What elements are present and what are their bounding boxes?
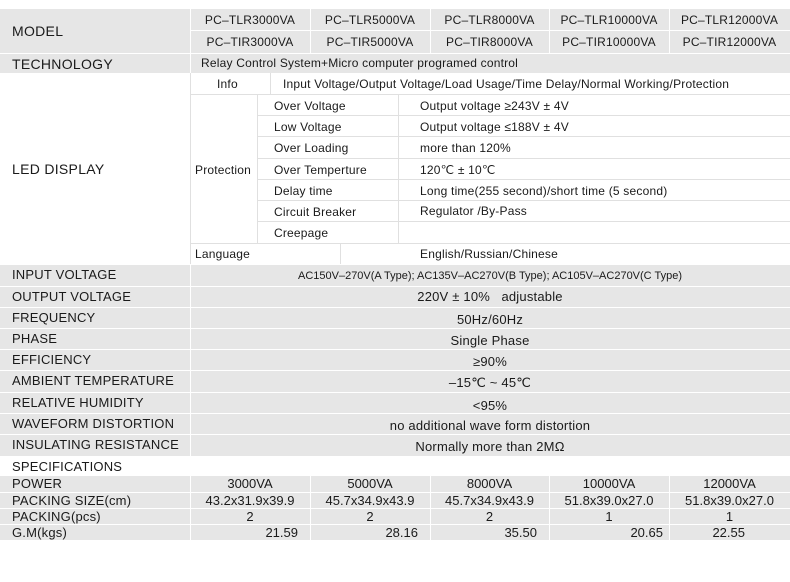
protection-value: Regulator /By-Pass	[420, 204, 527, 218]
protection-value: 120℃ ± 10℃	[420, 163, 496, 177]
protection-value: Long time(255 second)/short time (5 second)	[420, 184, 668, 198]
info-value: Input Voltage/Output Voltage/Load Usage/Time Delay/Normal Working/Protection	[283, 77, 730, 91]
model-name: PC–TLR10000VA	[560, 13, 658, 27]
table-row	[0, 493, 790, 508]
table-cell: 45.7x34.9x43.9	[445, 493, 534, 508]
spec-row	[0, 371, 790, 392]
table-row	[0, 509, 790, 524]
spec-value: 50Hz/60Hz	[456, 312, 524, 327]
spec-label: WAVEFORM DISTORTION	[12, 416, 175, 431]
table-label: G.M(kgs)	[12, 525, 68, 540]
spec-value: no additional wave form distortion	[389, 418, 591, 433]
spec-row	[0, 435, 790, 456]
led-display-block	[0, 73, 790, 264]
info-label: Info	[217, 77, 238, 91]
model-name: PC–TIR5000VA	[326, 35, 414, 49]
spec-row	[0, 414, 790, 434]
spec-label: INPUT VOLTAGE	[12, 267, 117, 282]
table-cell: 12000VA	[703, 476, 756, 491]
table-cell: 20.65	[630, 525, 663, 540]
spec-row	[0, 350, 790, 370]
language-label: Language	[195, 247, 250, 261]
table-cell: 1	[725, 509, 734, 524]
led-display-label: LED DISPLAY	[12, 161, 105, 177]
model-name: PC–TLR8000VA	[444, 13, 535, 27]
model-name: PC–TIR3000VA	[206, 35, 294, 49]
model-name: PC–TLR3000VA	[204, 13, 296, 27]
spec-value: Normally more than 2MΩ	[415, 439, 565, 454]
model-name: PC–TLR5000VA	[324, 13, 416, 27]
model-name: PC–TLR12000VA	[680, 13, 779, 27]
spec-value: ≥90%	[473, 354, 507, 369]
protection-item: Over Temperture	[274, 163, 367, 177]
spec-label: PHASE	[12, 331, 58, 346]
protection-value: Output voltage ≥243V ± 4V	[420, 99, 569, 113]
protection-item: Delay time	[274, 184, 333, 198]
protection-value: Output voltage ≤188V ± 4V	[420, 120, 569, 134]
spec-label: OUTPUT VOLTAGE	[12, 289, 132, 304]
table-cell: 43.2x31.9x39.9	[205, 493, 295, 508]
table-cell: 2	[485, 509, 494, 524]
table-label: POWER	[12, 476, 63, 491]
table-cell: 8000VA	[466, 476, 513, 491]
spec-label: INSULATING RESISTANCE	[12, 437, 179, 452]
spec-row	[0, 308, 790, 328]
protection-item: Over Loading	[274, 141, 349, 155]
protection-value: more than 120%	[420, 141, 511, 155]
spec-label: EFFICIENCY	[12, 352, 92, 367]
model-band	[0, 9, 790, 53]
table-cell: 35.50	[504, 525, 537, 540]
table-cell: 51.8x39.0x27.0	[564, 493, 654, 508]
language-value: English/Russian/Chinese	[420, 247, 559, 261]
protection-item: Low Voltage	[274, 120, 342, 134]
protection-item: Over Voltage	[274, 99, 346, 113]
spec-value: Single Phase	[450, 333, 530, 348]
technology-value: Relay Control System+Micro computer programed control	[201, 56, 519, 70]
table-cell: 51.8x39.0x27.0	[685, 493, 774, 508]
table-label: PACKING SIZE(cm)	[12, 493, 132, 508]
table-row	[0, 476, 790, 492]
table-label: PACKING(pcs)	[12, 509, 101, 524]
table-cell: 28.16	[385, 525, 418, 540]
table-row	[0, 525, 790, 540]
table-cell: 2	[246, 509, 254, 524]
spec-label: RELATIVE HUMIDITY	[12, 395, 144, 410]
table-cell: 10000VA	[582, 476, 636, 491]
spec-label: FREQUENCY	[12, 310, 96, 325]
technology-band	[0, 54, 790, 73]
protection-item: Creepage	[274, 226, 329, 240]
model-name: PC–TIR10000VA	[562, 35, 656, 49]
spec-value: –15℃ ~ 45℃	[448, 375, 532, 390]
table-cell: 21.59	[265, 525, 298, 540]
table-cell: 1	[605, 509, 613, 524]
model-label: MODEL	[12, 23, 64, 39]
table-cell: 22.55	[712, 525, 745, 540]
technology-label: TECHNOLOGY	[12, 56, 114, 72]
spec-value: 220V ± 10% adjustable	[417, 289, 563, 304]
model-name: PC–TIR12000VA	[682, 35, 777, 49]
spec-value: AC150V–270V(A Type); AC135V–AC270V(B Type); AC105V–AC270V(C Type)	[297, 270, 682, 282]
table-cell: 5000VA	[347, 476, 393, 491]
protection-label: Protection	[195, 163, 252, 177]
table-cell: 3000VA	[227, 476, 273, 491]
spec-value: <95%	[472, 398, 508, 413]
specifications-heading: SPECIFICATIONS	[12, 459, 123, 474]
protection-item: Circuit Breaker	[274, 205, 357, 219]
model-name: PC–TIR8000VA	[446, 35, 533, 49]
spec-row	[0, 329, 790, 349]
spec-row	[0, 393, 790, 413]
table-cell: 2	[366, 509, 374, 524]
spec-row	[0, 265, 790, 286]
spec-label: AMBIENT TEMPERATURE	[12, 373, 174, 388]
table-cell: 45.7x34.9x43.9	[325, 493, 415, 508]
spec-row	[0, 287, 790, 307]
